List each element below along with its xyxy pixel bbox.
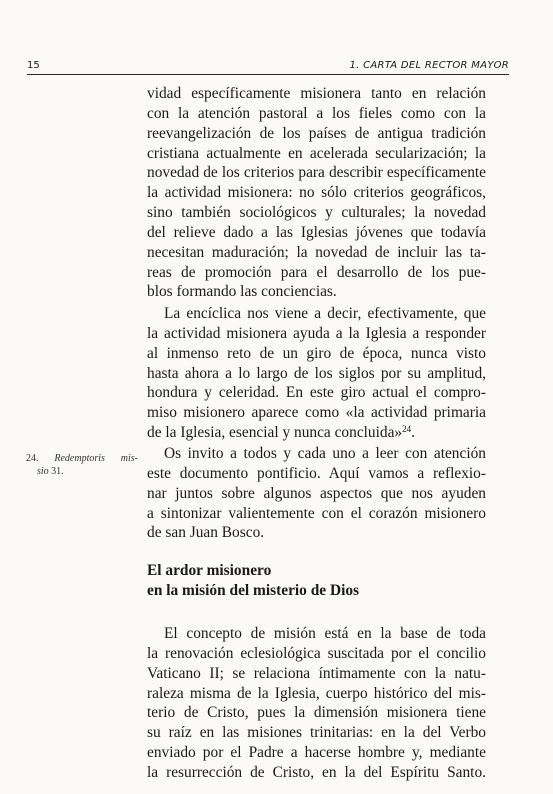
footnote-text: mis- bbox=[120, 453, 138, 464]
text-line: la resurrección de Cristo, en la del Espíritu Santo. bbox=[147, 763, 486, 781]
text-line: la actividad misionera: no sólo criterios geográficos, bbox=[147, 184, 486, 202]
text-line: terio de Cristo, pues la dimensión misionera tiene bbox=[147, 704, 486, 722]
text-line: Os invito a todos y cada uno a leer con atención bbox=[164, 445, 486, 462]
page-number: 15 bbox=[27, 60, 40, 71]
text-line: la actividad misionera ayuda a la Iglesia a responder bbox=[147, 324, 486, 342]
section-heading bbox=[147, 561, 486, 601]
heading-line: en la misión del misterio de Dios bbox=[147, 582, 360, 599]
paragraph-mission-concept bbox=[147, 624, 486, 783]
text-line: miso misionero aparece como «la actividad primaria bbox=[147, 404, 486, 422]
text-line: a sintonizar valientemente con el corazón misionero bbox=[147, 504, 486, 522]
period: . bbox=[411, 424, 415, 442]
text-line: hondura y celeridad. En este giro actual el compro- bbox=[147, 384, 486, 402]
footnote-number: 24. bbox=[26, 453, 39, 464]
text-line: su raíz en las misiones trinitarias: en la del Verbo bbox=[147, 724, 486, 742]
footnote-text: 31. bbox=[51, 466, 64, 477]
text-line: reas de promoción para el desarrollo de los pue- bbox=[147, 263, 486, 281]
text-line: con la atención pastoral a los fieles como con la bbox=[147, 104, 486, 122]
text-line: de san Juan Bosco. bbox=[147, 524, 265, 542]
paragraph-invitation bbox=[147, 444, 486, 543]
heading-line: El ardor misionero bbox=[147, 562, 272, 579]
paragraph-encyclical bbox=[147, 304, 486, 443]
paragraph-continuation bbox=[147, 84, 486, 302]
footnote-line bbox=[26, 452, 138, 465]
text-line: cristiana actualmente en acelerada secularización; la bbox=[147, 144, 486, 162]
text-line: novedad de los criterios para describir específicamente bbox=[147, 164, 486, 182]
text-line: blos formando las conciencias. bbox=[147, 283, 337, 301]
text-line-content: de la Iglesia, esencial y nunca concluida» bbox=[147, 424, 403, 442]
text-line: nar juntos sobre algunos aspectos que nos ayuden bbox=[147, 484, 486, 502]
running-title: 1. CARTA DEL RECTOR MAYOR bbox=[349, 60, 509, 71]
margin-footnote bbox=[26, 452, 138, 478]
footnote-line bbox=[26, 465, 138, 478]
text-line: sino también sociológicos y culturales; la novedad bbox=[147, 204, 486, 222]
text-line bbox=[147, 423, 486, 443]
text-line: El concepto de misión está en la base de toda bbox=[164, 625, 486, 642]
text-line: este documento pontificio. Aquí vamos a reflexio- bbox=[147, 464, 486, 482]
text-line: la renovación eclesiológica suscitada por el concilio bbox=[147, 644, 486, 662]
text-line: del relieve dado a las Iglesias jóvenes que todavía bbox=[147, 223, 486, 241]
text-line: al inmenso reto de un giro de época, nunca visto bbox=[147, 344, 486, 362]
text-line: enviado por el Padre a hacerse hombre y, mediante bbox=[147, 744, 486, 762]
text-line: vidad específicamente misionera tanto en relación bbox=[147, 85, 486, 102]
text-line: reevangelización de los países de antigua tradición bbox=[147, 124, 486, 142]
footnote-text: sio bbox=[37, 466, 49, 477]
footnote-text: Redemptoris bbox=[54, 453, 105, 464]
text-line: hasta ahora a lo largo de los siglos por su amplitud, bbox=[147, 364, 486, 382]
text-line: necesitan maduración; la novedad de incluir las ta- bbox=[147, 243, 486, 261]
text-line: La encíclica nos viene a decir, efectivamente, que bbox=[164, 305, 486, 322]
header-rule bbox=[27, 74, 509, 75]
text-line: raleza misma de la Iglesia, cuerpo histórico del mis- bbox=[147, 684, 486, 702]
footnote-ref: 24 bbox=[402, 424, 412, 435]
text-line: Vaticano II; se relaciona íntimamente con la natu- bbox=[147, 664, 486, 682]
